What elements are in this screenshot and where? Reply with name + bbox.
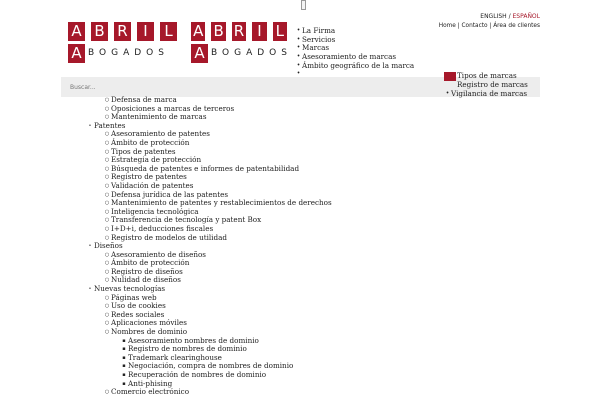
circle-bullet-icon: ○ [104,251,110,258]
tree-item-label: Registro de nombres de dominio [128,344,247,354]
submenu-item-label: Tipos de marcas [457,71,517,81]
circle-bullet-icon: ○ [104,139,110,146]
logo-letters [191,22,293,41]
tree-item-label: Validación de patentes [111,180,194,190]
logo-letters [68,22,183,41]
tree-item-label: Asesoramiento de diseños [111,249,206,259]
tree-item-label: Tipos de patentes [111,146,176,156]
tree-item-label: Mantenimiento de patentes y restablecimientos de derechos [111,198,332,208]
circle-bullet-icon: ○ [104,165,110,172]
top-links[interactable]: Home | Contacto | Área de clientes [438,23,540,29]
circle-bullet-icon: ○ [104,97,110,103]
logo-letter: L [160,22,177,41]
logo-initial: A [191,44,208,63]
circle-bullet-icon: ○ [104,234,110,241]
tree-item-label: Diseños [94,241,123,251]
submenu-item-vigilancia[interactable] [444,90,528,99]
bullet-icon: • [296,27,301,35]
tree-item[interactable] [86,113,416,122]
tree-item-label: Defensa jurídica de las patentes [111,189,229,199]
submenu-item-label: Vigilancia de marcas [451,88,528,98]
circle-bullet-icon: ○ [104,131,110,138]
logo-subtitle [68,44,183,63]
tree-item-label: Páginas web [111,292,157,302]
logo-initial: A [68,44,85,63]
bullet-icon: • [296,53,301,61]
square-bullet-icon: ▪ [122,337,126,344]
circle-bullet-icon: ○ [104,277,110,284]
abril-logo[interactable] [68,22,183,66]
circle-bullet-icon: ○ [104,217,110,224]
bullet-icon: • [88,243,92,250]
bullet-icon: • [88,122,92,129]
nav-item-label: La Firma [302,26,336,36]
bullet-icon: • [296,70,301,78]
tree-item-label: Nombres de dominio [111,327,188,337]
tree-item[interactable] [86,388,416,397]
tree-item-label: Transferencia de tecnología y patent Box [111,215,262,225]
tree-item-label: Nuevas tecnologías [94,284,166,294]
circle-bullet-icon: ○ [104,260,110,267]
search-input[interactable] [70,81,270,93]
logo-letter: I [137,22,154,41]
square-bullet-icon: ▪ [122,372,126,378]
tree-item-label: Patentes [94,120,126,130]
bullet-icon: • [88,286,92,293]
tree-item-label: Redes sociales [111,309,165,319]
tree-item-label: Anti-phising [128,378,173,388]
nav-item-label: Asesoramiento de marcas [302,52,397,62]
lang-spanish-link[interactable]: ESPAÑOL [512,13,540,20]
square-bullet-icon: ▪ [122,346,126,353]
tree-item-label: Recuperación de nombres de dominio [128,370,267,379]
circle-bullet-icon: ○ [104,320,110,327]
tree-item-label: Registro de patentes [111,172,187,182]
logo-letter: B [211,22,225,41]
abril-logo-secondary[interactable] [191,22,293,66]
logo-subtext: BOGADOS [88,48,169,59]
tree-item-label: Búsqueda de patentes e informes de patentabilidad [111,163,300,173]
circle-bullet-icon: ○ [104,191,110,198]
tree-item-label: Defensa de marca [111,95,177,104]
circle-bullet-icon: ○ [104,105,110,112]
submenu-item-registro[interactable]: Registro de marcas [457,80,528,89]
slider-handle[interactable] [301,0,306,10]
circle-bullet-icon: ○ [104,148,110,155]
logo-letter: A [191,22,205,41]
logo-letter: R [233,22,245,40]
tree-item-label: Comercio electrónico [111,387,190,397]
red-marker-icon [444,72,456,81]
circle-bullet-icon: ○ [104,311,110,318]
services-tree [86,96,416,397]
tree-item-label: I+D+i, deducciones fiscales [111,223,214,233]
circle-bullet-icon: ○ [104,225,110,232]
nav-item-label: Ámbito geográfico de la marca [302,60,415,70]
square-bullet-icon: ▪ [122,354,126,361]
logo-letter: R [114,22,131,41]
logo-letter: B [91,22,108,41]
tree-item-label: Registro de modelos de utilidad [111,232,227,242]
bullet-icon: • [296,35,301,43]
tree-item-label: Uso de cookies [111,301,166,311]
square-bullet-icon: ▪ [122,363,126,370]
tree-item-label: Registro de diseños [111,266,183,276]
tree-item-label: Aplicaciones móviles [111,318,187,328]
tree-item-label: Trademark clearinghouse [128,352,222,362]
tree-item-label: Ámbito de protección [111,258,190,268]
lang-separator: / [506,13,513,20]
tree-item-label: Inteligencia tecnológica [111,206,199,216]
logo-letter: L [273,22,287,41]
logo-letter: A [68,22,85,41]
circle-bullet-icon: ○ [104,200,110,207]
tree-item-label: Ámbito de protección [111,137,190,147]
circle-bullet-icon: ○ [104,157,110,164]
language-switcher [480,13,540,22]
logo-letter: I [252,22,266,41]
circle-bullet-icon: ○ [104,303,110,310]
circle-bullet-icon: ○ [104,329,110,336]
circle-bullet-icon: ○ [104,182,110,189]
bullet-icon: • [445,89,450,97]
tree-item-label: Nulidad de diseños [111,275,181,285]
circle-bullet-icon: ○ [104,114,110,121]
tree-item-label: Negociación, compra de nombres de dominio [128,361,294,371]
circle-bullet-icon: ○ [104,268,110,275]
bullet-icon: • [296,61,301,69]
marcas-submenu [444,72,528,98]
tree-item-label: Asesoramiento de patentes [111,129,210,139]
nav-item-label: Marcas [302,43,330,53]
main-nav [295,27,445,79]
bullet-icon: • [296,44,301,52]
logo-subtext: BOGADOS [211,48,292,59]
tree-item-label: Estrategia de protección [111,155,202,165]
logo-subtitle [191,44,293,63]
tree-item-label: Oposiciones a marcas de terceros [111,103,235,113]
tree-item-label: Mantenimiento de marcas [111,112,207,122]
square-bullet-icon: ▪ [122,380,126,387]
circle-bullet-icon: ○ [104,389,110,396]
tree-item-label: Asesoramiento nombres de dominio [128,335,259,345]
lang-english-link[interactable]: ENGLISH [480,13,507,20]
nav-item-ambito-geografico[interactable] [295,62,445,71]
circle-bullet-icon: ○ [104,174,110,181]
nav-item-label: Servicios [302,34,336,44]
tree-item[interactable] [86,234,416,243]
circle-bullet-icon: ○ [104,208,110,215]
circle-bullet-icon: ○ [104,294,110,301]
